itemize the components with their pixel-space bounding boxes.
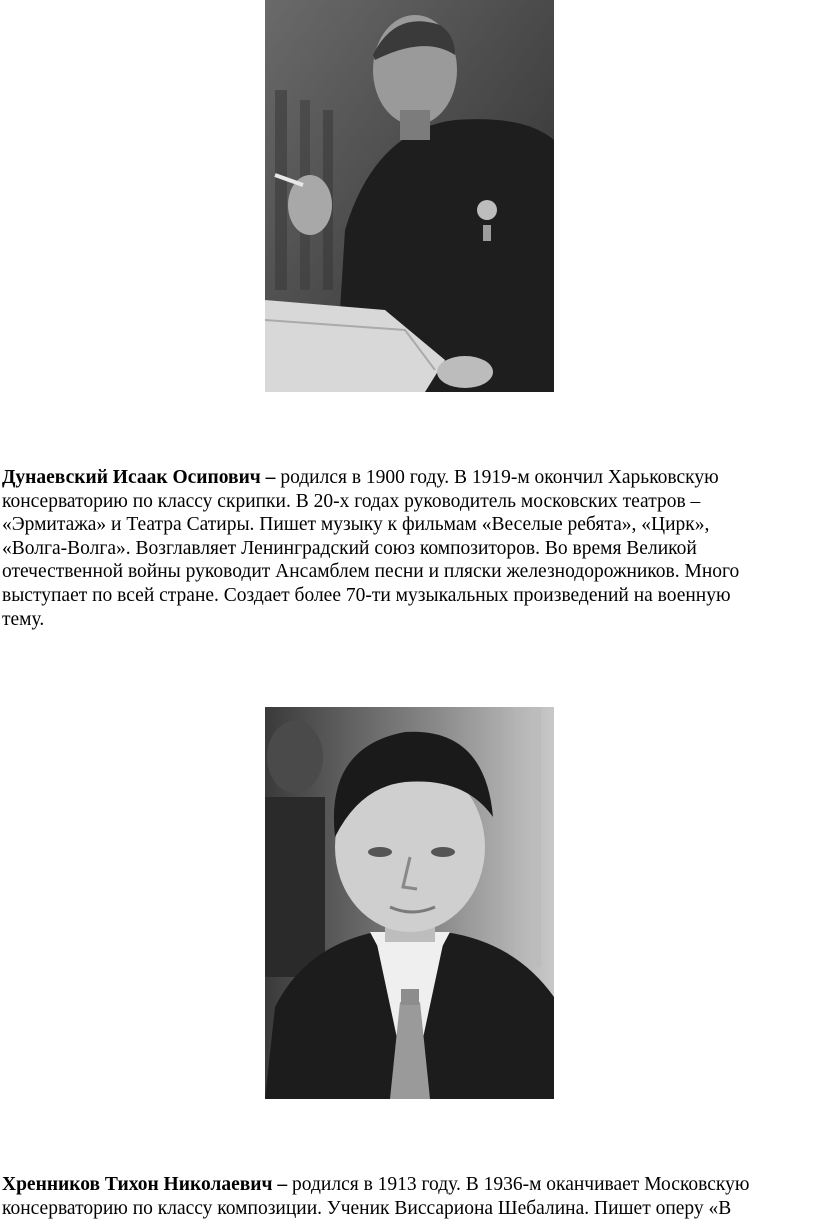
bio-line: «Эрмитажа» и Театра Сатиры. Пишет музыку к фильмам «Веселые ребята», «Цирк», <box>2 514 710 536</box>
portrait-photo-khrennikov <box>265 707 554 1099</box>
bio-line: консерваторию по классу композиции. Ученик Виссариона Шебалина. Пишет оперу «В <box>2 1197 732 1219</box>
portrait-photo-icon <box>265 707 554 1099</box>
bio-line: отечественной войны руководит Ансамблем песни и пляски железнодорожников. Много <box>2 561 740 583</box>
bio-line: «Волга-Волга». Возглавляет Ленинградский союз композиторов. Во время Великой <box>2 537 697 559</box>
biography-paragraph <box>2 466 808 631</box>
bio-line: тему. <box>2 608 45 630</box>
biography-paragraph <box>2 1173 808 1229</box>
person-name: Дунаевский Исаак Осипович – <box>2 467 276 488</box>
portrait-photo-dunaevsky <box>265 0 554 392</box>
portrait-photo-icon <box>265 0 554 392</box>
person-name: Хренников Тихон Николаевич – <box>2 1174 288 1195</box>
bio-line: родился в 1900 году. В 1919-м окончил Харьковскую <box>275 467 719 488</box>
bio-line: консерваторию по классу скрипки. В 20-х годах руководитель московских театров – <box>2 490 701 512</box>
bio-line: родился в 1913 году. В 1936-м оканчивает Московскую <box>287 1174 750 1195</box>
bio-line: выступает по всей стране. Создает более 70-ти музыкальных произведений на военную <box>2 584 731 606</box>
